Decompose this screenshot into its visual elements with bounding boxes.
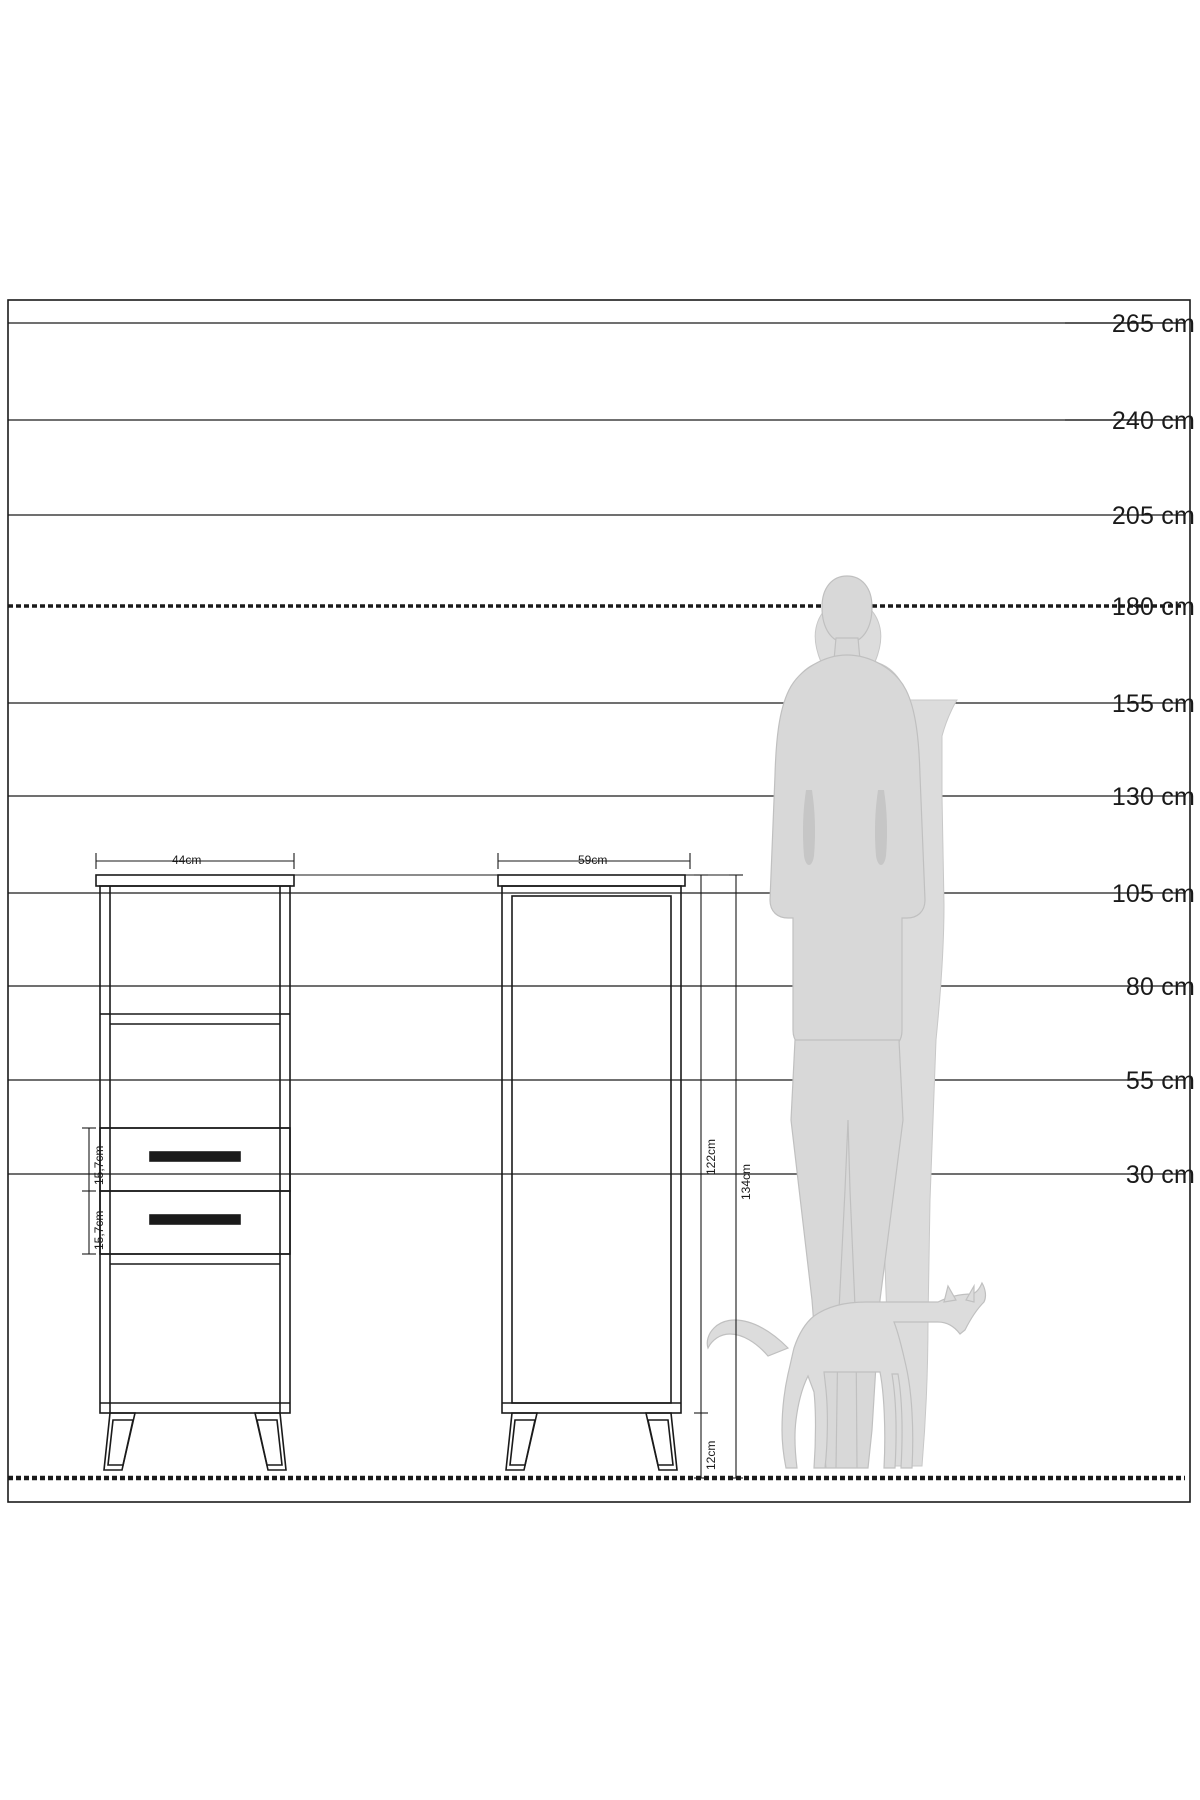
dim-label-44cm: 44cm xyxy=(172,853,202,867)
scale-label-240: 240 cm xyxy=(1111,407,1195,435)
scale-label-265: 265 cm xyxy=(1111,310,1195,338)
dimension-lines xyxy=(82,853,743,1478)
scale-label-80: 80 cm xyxy=(1125,973,1195,1001)
dim-label-59cm: 59cm xyxy=(578,853,608,867)
scale-label-155: 155 cm xyxy=(1111,690,1195,718)
dim-label-134cm: 134cm xyxy=(739,1163,753,1200)
dim-label-157cm-upper: 15,7cm xyxy=(92,1145,106,1185)
scale-label-55: 55 cm xyxy=(1125,1067,1195,1095)
dim-label-157cm-lower: 15,7cm xyxy=(92,1210,106,1250)
cabinet-right xyxy=(498,875,685,1470)
scale-label-130: 130 cm xyxy=(1111,783,1195,811)
scale-label-105: 105 cm xyxy=(1111,880,1195,908)
scale-label-30: 30 cm xyxy=(1125,1161,1195,1189)
cabinet-left xyxy=(96,875,294,1470)
drawing-frame xyxy=(8,300,1190,1502)
dim-label-122cm: 122cm xyxy=(704,1138,718,1175)
dim-label-12cm: 12cm xyxy=(704,1440,718,1470)
scale-lines xyxy=(8,323,1185,1478)
scale-label-205: 205 cm xyxy=(1111,502,1195,530)
scale-label-180: 180 cm xyxy=(1111,593,1195,621)
